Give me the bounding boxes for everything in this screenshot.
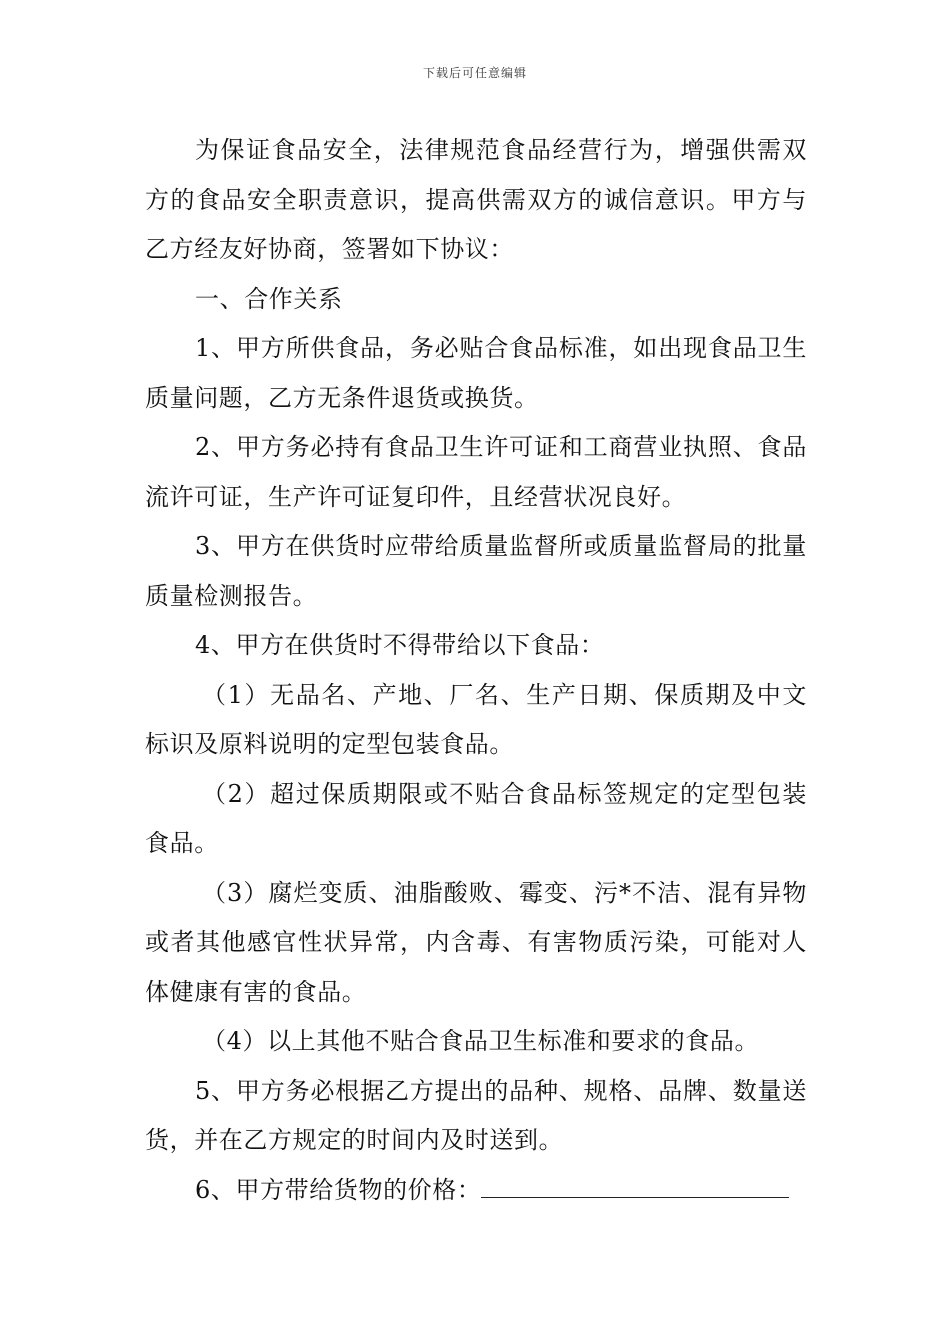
subclause-3: （3）腐烂变质、油脂酸败、霉变、污*不洁、混有异物或者其他感官性状异常，内含毒、有害物质污染，可能对人体健康有害的食品。 [145,878,807,1006]
header-note: 下载后可任意编辑 [422,66,527,80]
clause-4: 4、甲方在供货时不得带给以下食品： [195,631,605,659]
price-fill-line [481,1171,789,1198]
document-body [145,126,807,1215]
subclause-4: （4）以上其他不贴合食品卫生标准和要求的食品。 [202,1027,760,1055]
clause-6-label: 6、甲方带给货物的价格： [195,1175,482,1204]
clause-1: 1、甲方所供食品，务必贴合食品标准，如出现食品卫生质量问题，乙方无条件退货或换货。 [145,334,807,412]
intro-paragraph: 为保证食品安全，法律规范食品经营行为，增强供需双方的食品安全职责意识，提高供需双方的诚信意识。甲方与乙方经友好协商，签署如下协议： [145,136,807,263]
subclause-2: （2）超过保质期限或不贴合食品标签规定的定型包装食品。 [145,779,807,857]
subclause-1: （1）无品名、产地、厂名、生产日期、保质期及中文标识及原料说明的定型包装食品。 [145,680,807,758]
clause-5: 5、甲方务必根据乙方提出的品种、规格、品牌、数量送货，并在乙方规定的时间内及时送到。 [145,1076,807,1154]
section-title-cooperation: 一、合作关系 [195,284,343,313]
clause-2: 2、甲方务必持有食品卫生许可证和工商营业执照、食品流许可证，生产许可证复印件，且经营状况良好。 [145,433,807,511]
clause-6 [145,1166,807,1216]
clause-3: 3、甲方在供货时应带给质量监督所或质量监督局的批量质量检测报告。 [145,532,807,610]
